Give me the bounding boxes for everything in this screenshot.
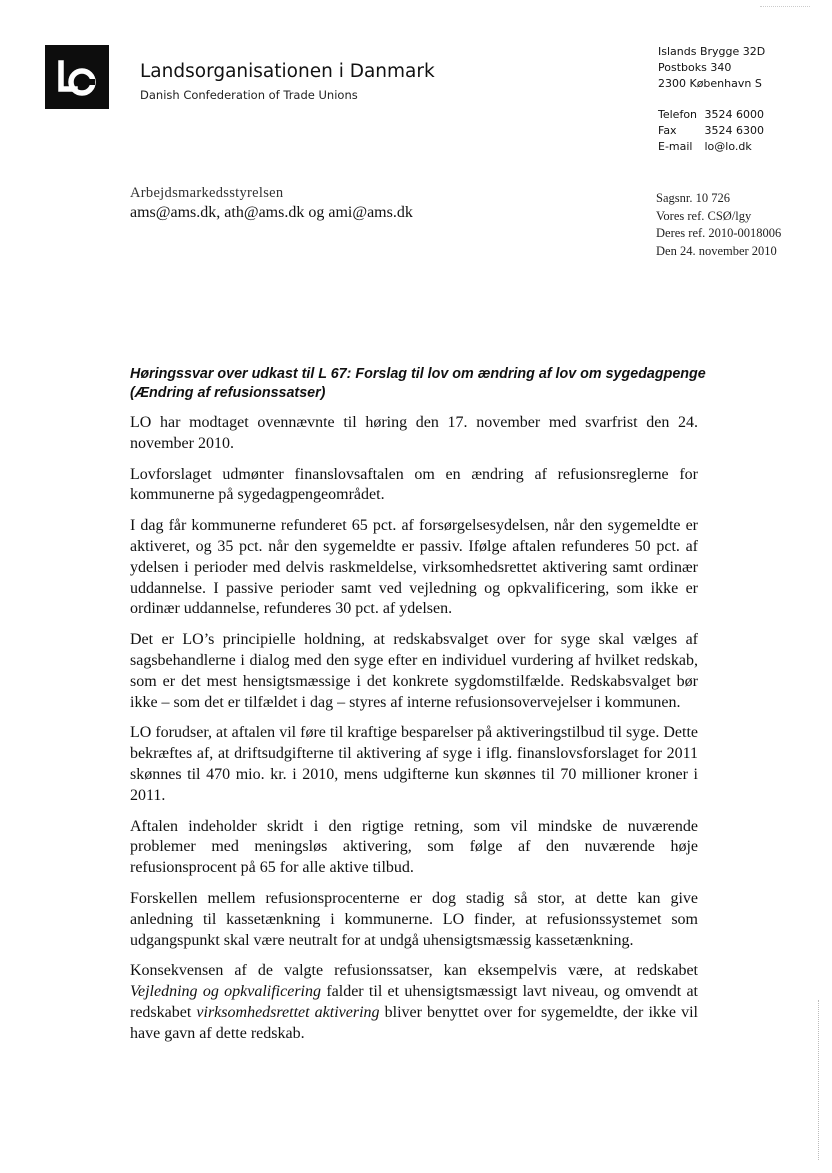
body-paragraph: Det er LO’s principielle holdning, at redskabsvalget over for syge skal vælges af sagsbehandlerne i dialog med den syge efter en individuel vurdering af hvilket redskab, som er det mest hensigtsmæssige i det konkrete sygdomstilfælde. Redskabsvalget bør ikke – som det er tilfældet i dag – styres af interne refusionsovervejelser i kommunen. — [130, 631, 698, 711]
lo-logo — [45, 45, 109, 109]
case-number: Sagsnr. 10 726 — [656, 191, 730, 205]
body-paragraph: LO har modtaget ovennævnte til høring den 17. november med svarfrist den 24. november 2010. — [130, 414, 698, 452]
letter-date: Den 24. november 2010 — [656, 243, 777, 258]
body-paragraph: LO forudser, at aftalen vil føre til kraftige besparelser på aktiveringstilbud til syge. Dette bekræftes af, at driftsudgifterne til aktivering af syge i iflg. finanslovsforslaget for 2011 skønnes til 470 mio. kr. i 2010, mens udgifterne kun skønnes til 70 millioner kroner i 2011. — [130, 724, 698, 804]
contact-label: E-mail — [658, 139, 693, 153]
reference-block — [656, 190, 781, 260]
contact-block — [658, 44, 765, 155]
contact-email — [658, 139, 765, 155]
recipient-emails: ams@ams.dk, ath@ams.dk og ami@ams.dk — [130, 204, 413, 221]
contact-value: 3524 6300 — [704, 124, 764, 138]
paragraph-emphasis: virksomhedsrettet aktivering — [196, 1003, 380, 1021]
org-name-english: Danish Confederation of Trade Unions — [140, 88, 358, 102]
recipient-block — [130, 184, 413, 222]
your-reference: Deres ref. 2010-0018006 — [656, 226, 782, 240]
contact-value: 3524 6000 — [704, 108, 764, 122]
recipient-name: Arbejdsmarkedsstyrelsen — [130, 185, 284, 201]
letter-body — [130, 413, 698, 1055]
org-name: Landsorganisationen i Danmark — [140, 61, 435, 82]
scan-artifact-edge — [818, 1000, 820, 1160]
paragraph-text: falder til et uhensigtsmæssigt lavt niveau, og omvendt at redskabet — [130, 983, 698, 1021]
contact-value[interactable]: lo@lo.dk — [704, 139, 752, 153]
our-reference: Vores ref. CSØ/lgy — [656, 208, 752, 223]
contact-fax — [658, 123, 765, 139]
body-paragraph: Forskellen mellem refusionsprocenterne er dog stadig så stor, at dette kan give anledning til kassetænkning i kommunerne. LO finder, at refusionssystemet som udgangspunkt skal være neutralt for at undgå uhensigtsmæssig kassetænkning. — [130, 889, 698, 949]
contact-phone — [658, 107, 765, 123]
address-line: Islands Brygge 32D — [658, 45, 766, 58]
address-line: 2300 København S — [658, 76, 762, 90]
contact-label: Fax — [658, 124, 677, 138]
paragraph-text: Konsekvensen af de valgte refusionssatser, kan eksempelvis være, at redskabet — [130, 962, 698, 980]
address-line: Postboks 340 — [658, 60, 732, 74]
body-paragraph: Lovforslaget udmønter finanslovsaftalen om en ændring af refusionsreglerne for kommunerne på sygedagpengeområdet. — [130, 465, 698, 504]
paragraph-emphasis: Vejledning og opkvalificering — [130, 983, 322, 1001]
lo-logo-icon — [49, 49, 105, 105]
body-paragraph: Aftalen indeholder skridt i den rigtige retning, som vil mindske de nuværende problemer med meningsløs aktivering, som følge af den nuværende høje refusionsprocent på 65 for alle aktive tilbud. — [130, 817, 698, 877]
contact-label: Telefon — [658, 108, 698, 122]
letter-headline: Høringssvar over udkast til L 67: Forslag til lov om ændring af lov om sygedagpenge (Ændring af refusionssatser) — [130, 366, 706, 401]
scan-artifact-top — [760, 6, 810, 8]
paragraph-text: bliver benyttet over for sygemeldte, der ikke vil have gavn af dette redskab. — [130, 1003, 698, 1042]
body-paragraph — [130, 961, 698, 1044]
body-paragraph: I dag får kommunerne refunderet 65 pct. af forsørgelsesydelsen, når den sygemeldte er aktiveret, og 35 pct. når den sygemeldte er passiv. Ifølge aftalen refunderes 50 pct. af ydelsen i perioder med delvis raskmeldelse, virksomhedsrettet aktivering samt ordinær uddannelse. I passive perioder samt ved vejledning og opkvalificering, som ikke er ordinær uddannelse, refunderes 30 pct. af ydelsen. — [130, 517, 698, 618]
